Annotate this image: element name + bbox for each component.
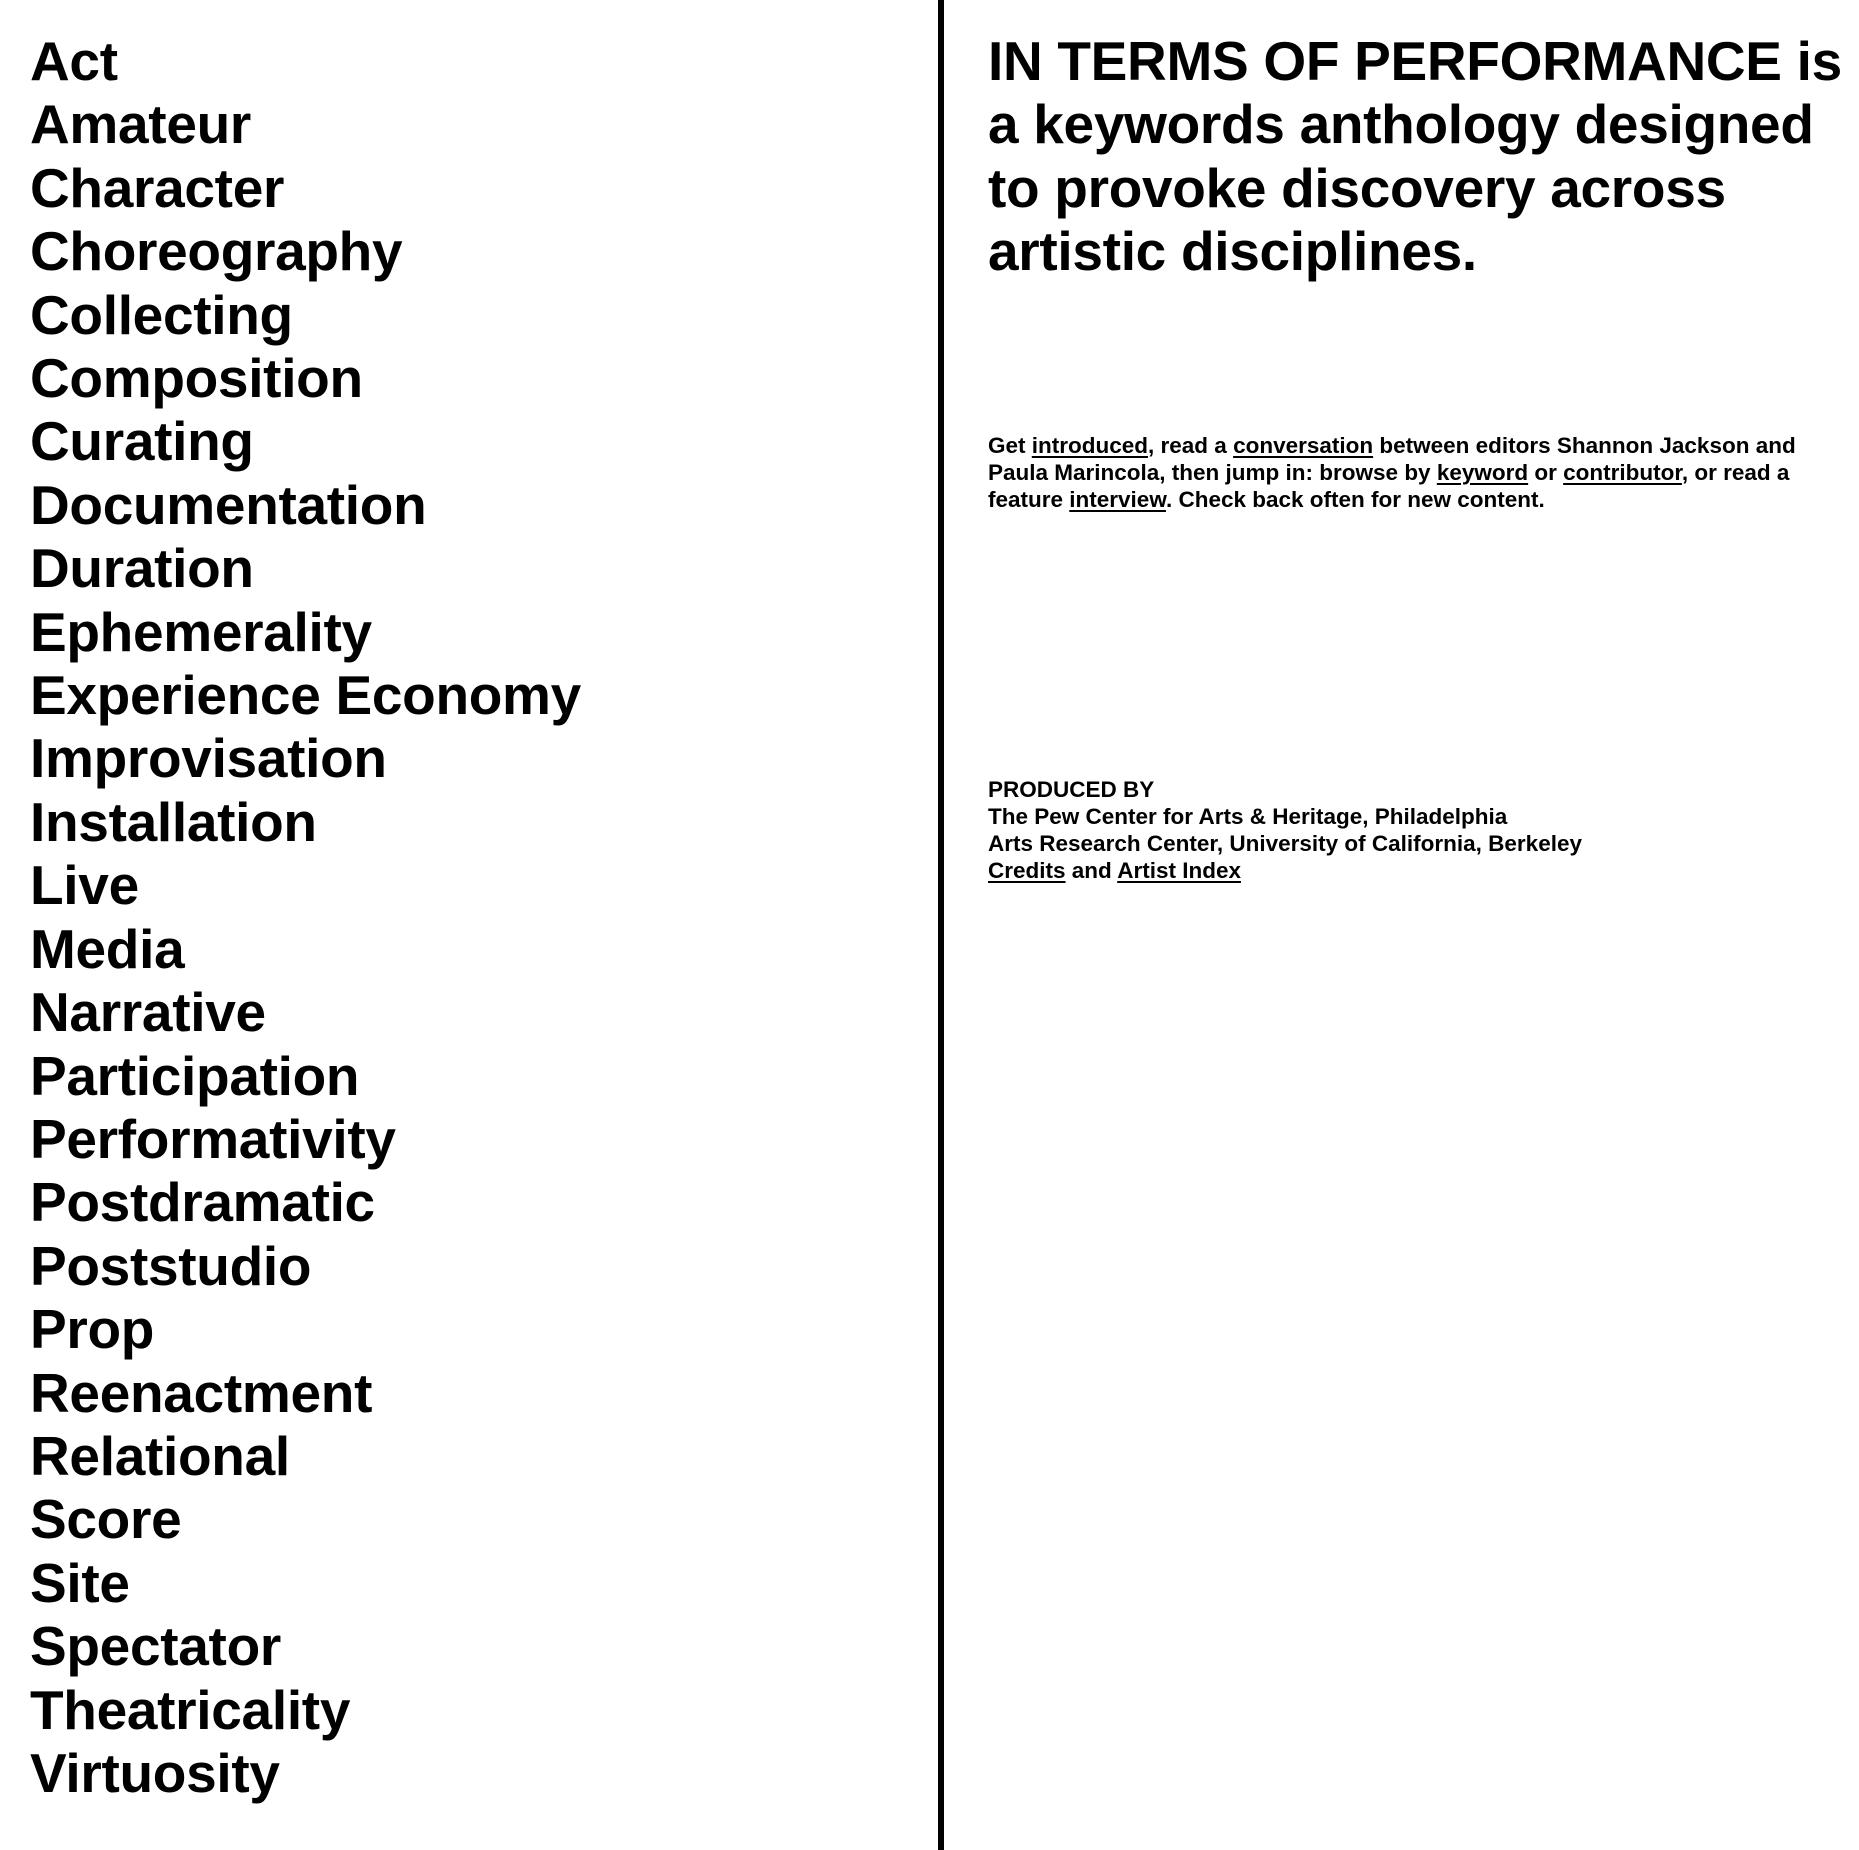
producer-pew-center: The Pew Center for Arts & Heritage, Philadelphia: [988, 804, 1508, 829]
credits-and-text: and: [1065, 858, 1118, 883]
keyword-link-ephemerality[interactable]: Ephemerality: [30, 600, 372, 663]
credits-link[interactable]: Credits: [988, 858, 1066, 883]
conversation-link[interactable]: conversation: [1233, 433, 1374, 458]
keyword-link-experience-economy[interactable]: Experience Economy: [30, 664, 581, 727]
blurb-text: between editors Shannon Jackson and Paula Marincola, then jump in: browse by: [988, 433, 1796, 485]
artist-index-link[interactable]: Artist Index: [1117, 858, 1241, 883]
keyword-list-item: [30, 474, 581, 537]
keyword-list-item: [30, 727, 581, 790]
keyword-link-composition[interactable]: Composition: [30, 347, 363, 410]
keyword-list-item: [30, 1045, 581, 1108]
blurb-text: Get: [988, 433, 1032, 458]
keyword-link-character[interactable]: Character: [30, 156, 285, 219]
keyword-list-item: [30, 537, 581, 600]
intro-tagline: is a keywords anthology designed to provoke discovery across artistic disciplines.: [988, 30, 1842, 283]
intro-blurb: [988, 432, 1848, 513]
keyword-list-item: [30, 1552, 581, 1615]
keyword-list-item: [30, 981, 581, 1044]
keyword-link[interactable]: keyword: [1436, 460, 1529, 485]
keyword-link-act[interactable]: Act: [30, 30, 118, 92]
intro-statement: [988, 30, 1848, 284]
keyword-link-spectator[interactable]: Spectator: [30, 1615, 281, 1678]
blurb-text: . Check back often for new content.: [1165, 487, 1545, 512]
site-title: IN TERMS OF PERFORMANCE: [988, 30, 1782, 92]
keyword-list-item: [30, 410, 581, 473]
keyword-link-amateur[interactable]: Amateur: [30, 93, 252, 156]
keyword-list-item: [30, 1298, 581, 1361]
keyword-list-item: [30, 1488, 581, 1551]
producer-arts-research-center: Arts Research Center, University of California, Berkeley: [988, 831, 1582, 856]
blurb-text: , read a: [1148, 433, 1234, 458]
keyword-link-narrative[interactable]: Narrative: [30, 981, 266, 1044]
keyword-link-participation[interactable]: Participation: [30, 1044, 360, 1107]
keyword-link-improvisation[interactable]: Improvisation: [30, 727, 387, 790]
keyword-link-curating[interactable]: Curating: [30, 410, 254, 473]
keyword-list-item: [30, 1425, 581, 1488]
keyword-list-item: [30, 1679, 581, 1742]
keyword-list-item: [30, 347, 581, 410]
keyword-list-item: [30, 918, 581, 981]
keyword-list-item: [30, 664, 581, 727]
keyword-link-media[interactable]: Media: [30, 917, 185, 980]
keyword-link-reenactment[interactable]: Reenactment: [30, 1361, 373, 1424]
column-divider: [938, 0, 944, 1850]
keyword-list-item: [30, 1742, 581, 1805]
keyword-list-item: [30, 791, 581, 854]
blurb-text: , or read a feature: [988, 460, 1790, 512]
keyword-list-item: [30, 1171, 581, 1234]
keyword-link-live[interactable]: Live: [30, 854, 139, 917]
interview-link[interactable]: interview: [1069, 487, 1166, 512]
keyword-link-prop[interactable]: Prop: [30, 1298, 155, 1361]
produced-by-heading: PRODUCED BY: [988, 777, 1155, 802]
keyword-link-installation[interactable]: Installation: [30, 790, 317, 853]
keyword-link-postdramatic[interactable]: Postdramatic: [30, 1171, 375, 1234]
keyword-link-poststudio[interactable]: Poststudio: [30, 1234, 312, 1297]
keyword-link-performativity[interactable]: Performativity: [30, 1107, 396, 1170]
contributor-link[interactable]: contributor: [1563, 460, 1682, 485]
keyword-list-item: [30, 1615, 581, 1678]
keyword-list-item: [30, 284, 581, 347]
keyword-list-item: [30, 854, 581, 917]
keyword-link-relational[interactable]: Relational: [30, 1424, 290, 1487]
keyword-list-item: [30, 30, 581, 93]
keyword-list-item: [30, 601, 581, 664]
keyword-list-item: [30, 1362, 581, 1425]
keyword-list-item: [30, 1108, 581, 1171]
keyword-list: [30, 30, 581, 1805]
keyword-list-item: [30, 157, 581, 220]
keyword-link-duration[interactable]: Duration: [30, 537, 254, 600]
keyword-link-virtuosity[interactable]: Virtuosity: [30, 1741, 280, 1804]
keyword-list-item: [30, 1235, 581, 1298]
keyword-link-collecting[interactable]: Collecting: [30, 283, 293, 346]
keyword-link-theatricality[interactable]: Theatricality: [30, 1678, 351, 1741]
keyword-link-documentation[interactable]: Documentation: [30, 473, 427, 536]
keyword-list-item: [30, 93, 581, 156]
keyword-link-choreography[interactable]: Choreography: [30, 220, 403, 283]
keyword-link-score[interactable]: Score: [30, 1488, 182, 1551]
credits-links: [988, 857, 1848, 884]
keyword-link-site[interactable]: Site: [30, 1551, 130, 1614]
blurb-text: or: [1528, 460, 1564, 485]
introduction-link[interactable]: introduced: [1031, 433, 1149, 458]
produced-by-section: [988, 776, 1848, 884]
keyword-list-item: [30, 220, 581, 283]
